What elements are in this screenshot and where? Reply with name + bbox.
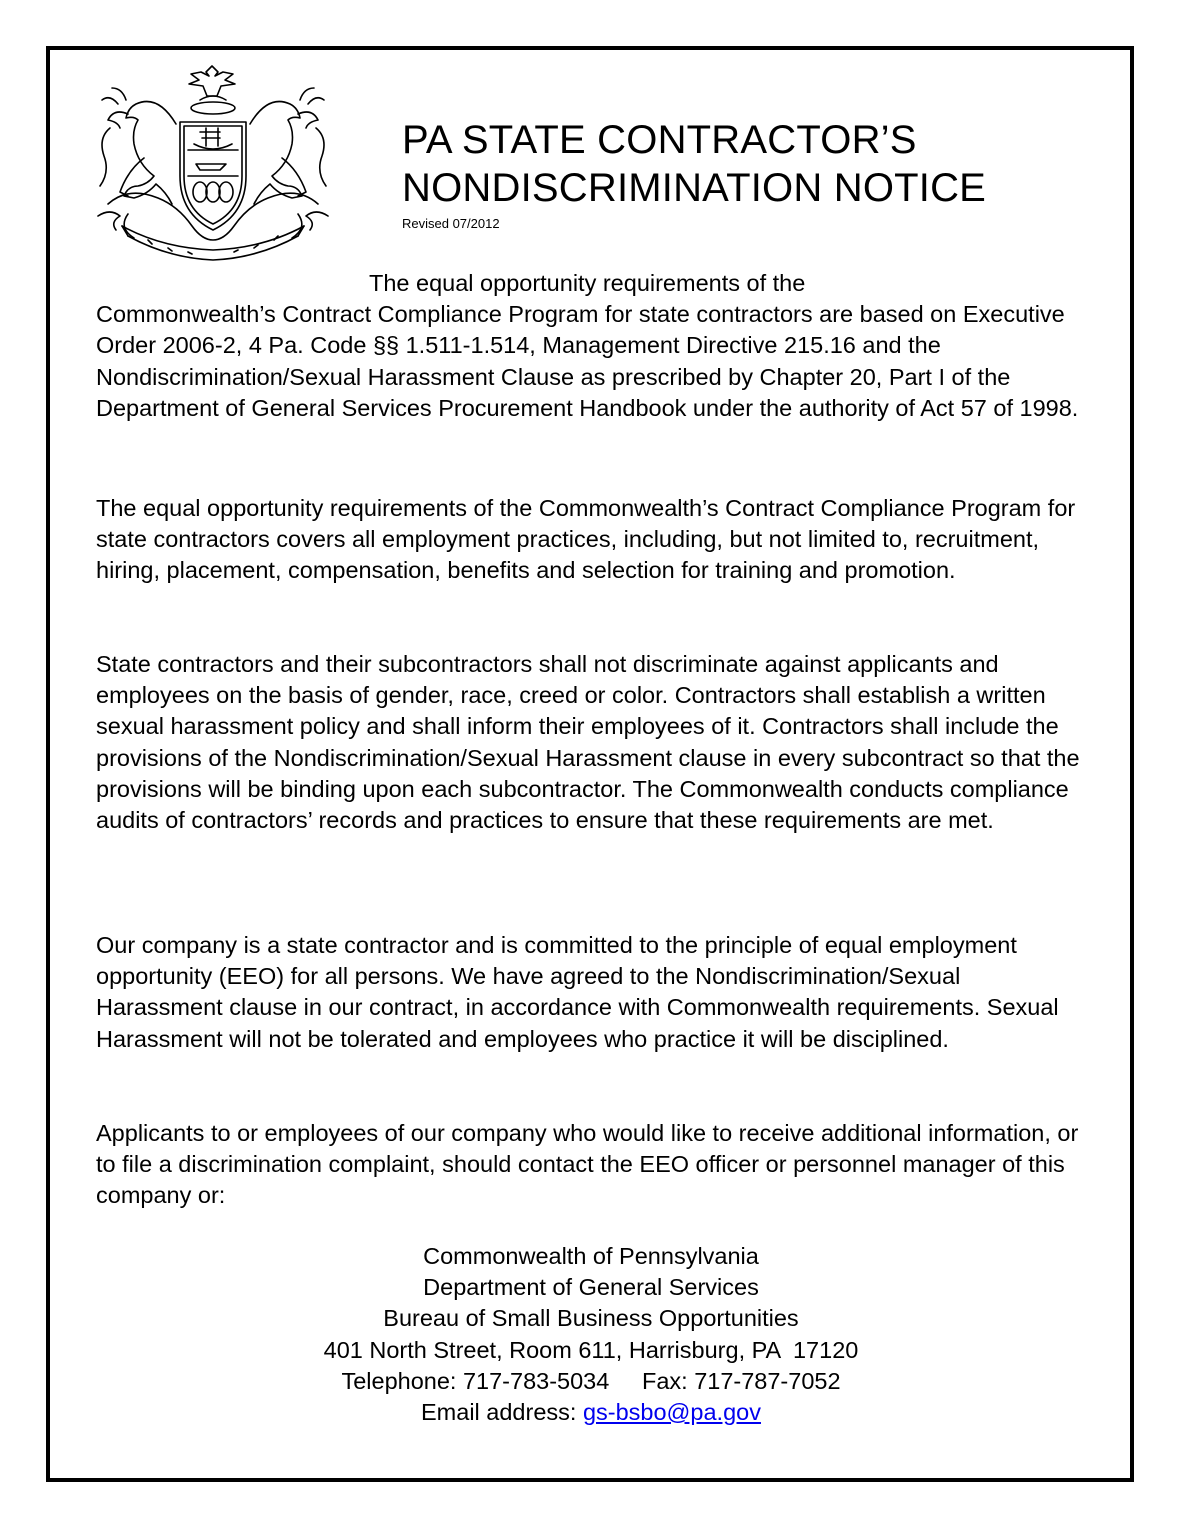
contact-department: Department of General Services [423, 1274, 759, 1301]
title-line-2: NONDISCRIMINATION NOTICE [402, 166, 987, 210]
revision-date: Revised 07/2012 [402, 216, 500, 231]
paragraph-legal-basis [96, 268, 1086, 424]
contact-email-label: Email address: [421, 1399, 583, 1426]
paragraph-company-commitment: Our company is a state contractor and is committed to the principle of equal employment opportunity (EEO) for all persons. We have agreed to the Nondiscrimination/Sexual Harassment clause in our contract, in accordance with Commonwealth requirements. Sexual Harassment will not be tolerated and employees who practice it will be disciplined. [96, 932, 1059, 1052]
page-title [402, 116, 986, 212]
paragraph-legal-basis-body: Commonwealth’s Contract Compliance Program for state contractors are based on Executive Order 2006-2, 4 Pa. Code §§ 1.511-1.514, Management Directive 215.16 and the Nondiscrimination/Sexual Harassment Clause as prescribed by Chapter 20, Part I of the Department of General Services Procurement Handbook under the authority of Act 57 of 1998. [96, 301, 1079, 421]
contact-bureau: Bureau of Small Business Opportunities [383, 1305, 799, 1332]
paragraph-legal-basis-first-line: The equal opportunity requirements of the [369, 270, 806, 296]
contact-email-link[interactable]: gs-bsbo@pa.gov [582, 1399, 761, 1426]
contact-phone-fax: Telephone: 717-783-5034 Fax: 717-787-7052 [341, 1367, 841, 1394]
contact-address: 401 North Street, Room 611, Harrisburg, PA 17120 [323, 1336, 859, 1363]
contact-email-line [96, 1397, 1086, 1428]
pennsylvania-seal-icon [88, 64, 338, 264]
contact-block [96, 1241, 1086, 1428]
paragraph-complaint-instructions: Applicants to or employees of our company who would like to receive additional information, or to file a discrimination complaint, should contact the EEO officer or personnel manager of this company or: [96, 1120, 1079, 1209]
title-line-1: PA STATE CONTRACTOR’S [402, 118, 917, 162]
paragraph-coverage: The equal opportunity requirements of the Commonwealth’s Contract Compliance Program for state contractors covers all employment practices, including, but not limited to, recruitment, hiring, placement, compensation, benefits and selection for training and promotion. [96, 495, 1076, 584]
paragraph-contractor-obligations: State contractors and their subcontractors shall not discriminate against applicants and employees on the basis of gender, race, creed or color. Contractors shall establish a written sexual harassment policy and shall inform their employees of it. Contractors shall include the provisions of the Nondiscrimination/Sexual Harassment clause in every subcontract so that the provisions will be binding upon each subcontractor. The Commonwealth conducts compliance audits of contractors’ records and practices to ensure that these requirements are met. [96, 651, 1080, 834]
contact-org: Commonwealth of Pennsylvania [423, 1243, 759, 1269]
